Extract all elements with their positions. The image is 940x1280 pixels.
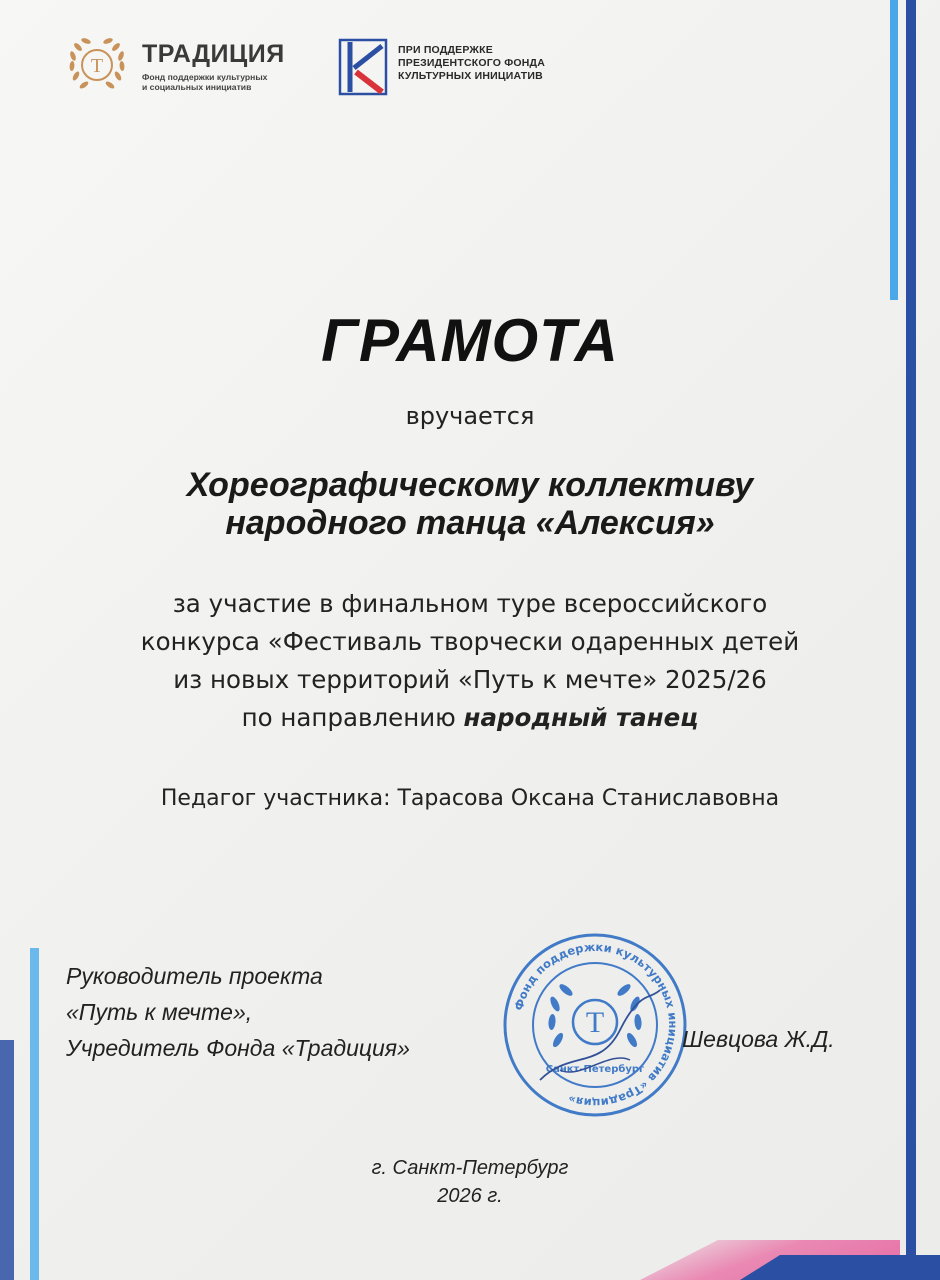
role-line1: Руководитель проекта <box>66 963 323 989</box>
fund-logo-title: ТРАДИЦИЯ <box>142 40 285 68</box>
issue-city: г. Санкт-Петербург <box>371 1157 569 1179</box>
reason-line4 <box>0 699 940 737</box>
issue-year: 2026 г. <box>437 1185 503 1207</box>
teacher-name: Педагог участника: Тарасова Оксана Станиславовна <box>160 786 780 811</box>
awarded-text: вручается <box>405 402 535 430</box>
official-seal-icon <box>500 930 690 1120</box>
reason-line4-emphasis: народный танец <box>463 703 699 732</box>
border-stripe-right-light <box>890 0 898 300</box>
border-stripe-left <box>30 948 39 1280</box>
reason-line3: из новых территорий «Путь к мечте» 2025/26 <box>173 665 767 694</box>
grant-line2: ПРЕЗИДЕНТСКОГО ФОНДА <box>398 57 545 69</box>
fund-subtitle-line1: Фонд поддержки культурных <box>142 72 268 82</box>
grant-line1: ПРИ ПОДДЕРЖКЕ <box>398 44 493 56</box>
recipient-name <box>0 466 940 542</box>
reason-line1: за участие в финальном туре всероссийского <box>172 589 768 618</box>
recipient-line2: народного танца «Алексия» <box>225 504 715 542</box>
reason-line2: конкурса «Фестиваль творчески одаренных детей <box>140 627 800 656</box>
fund-subtitle-line2: и социальных инициатив <box>142 82 252 92</box>
presidential-fund-text <box>398 44 545 83</box>
recipient-line1: Хореографическому коллективу <box>186 466 754 504</box>
certificate-title: ГРАМОТА <box>321 307 619 374</box>
signatory-role <box>66 958 410 1066</box>
signatory-name: Шевцова Ж.Д. <box>682 1026 835 1052</box>
issue-place-date <box>0 1154 940 1210</box>
reason-line4-prefix: по направлению <box>241 703 464 732</box>
role-line3: Учредитель Фонда «Традиция» <box>66 1035 410 1061</box>
seal-ring-text: Фонд поддержки культурных инициатив «Традиция» <box>511 939 681 1111</box>
award-reason <box>0 585 940 737</box>
seal-city: Санкт-Петербург <box>545 1064 645 1075</box>
fund-logo-subtitle <box>142 72 292 92</box>
role-line2: «Путь к мечте», <box>66 999 253 1025</box>
grant-line3: КУЛЬТУРНЫХ ИНИЦИАТИВ <box>398 70 543 82</box>
seal-letter: Т <box>585 1006 605 1039</box>
logo-letter: Т <box>90 55 104 77</box>
presidential-fund-logo-icon <box>338 38 390 96</box>
tradition-wreath-logo-icon <box>62 30 132 100</box>
